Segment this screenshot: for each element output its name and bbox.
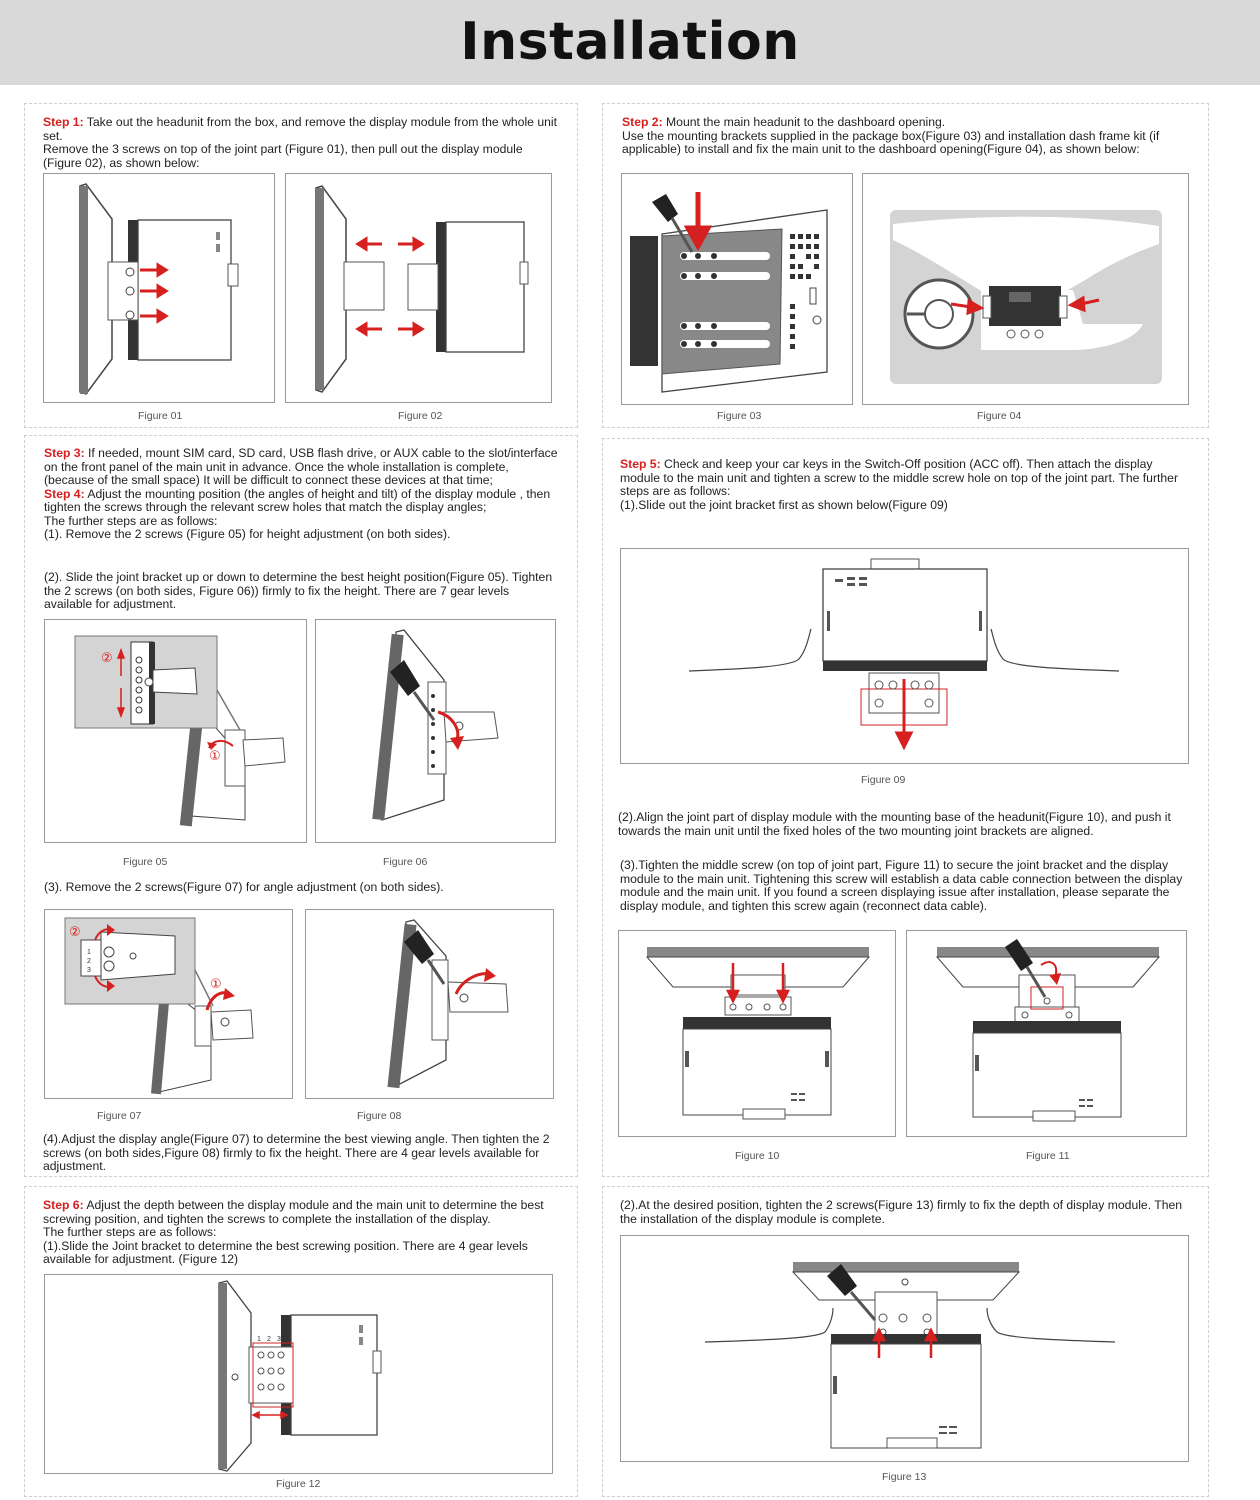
figure-09-caption: Figure 09	[861, 774, 906, 786]
figure-02	[285, 173, 552, 403]
figure-04	[862, 173, 1189, 405]
marker-one-b: ①	[210, 977, 222, 992]
step2-text	[622, 116, 1197, 157]
figure-02-caption: Figure 02	[398, 410, 443, 422]
figure-11	[906, 930, 1187, 1137]
step3-4-text	[44, 447, 559, 542]
step1-text2: Remove the 3 screws on top of the joint part (Figure 01), then pull out the display module (Figure 02), as shown below:	[43, 142, 523, 170]
step2-text1: Mount the main headunit to the dashboard opening.	[662, 115, 946, 129]
figure-09	[620, 548, 1189, 764]
marker-two-b: ②	[69, 925, 81, 940]
figure-01	[43, 173, 275, 403]
step1-label: Step 1:	[43, 115, 84, 129]
step4-text2: The further steps are as follows:	[44, 513, 218, 528]
marker-one: ①	[209, 749, 221, 764]
step5-text3: (2).Align the joint part of display module with the mounting base of the headunit(Figure 10), and push it towards the main unit until the fixed holes of the two mounting joint brackets are aligned.	[618, 810, 1171, 838]
depth-gear-2: 2	[267, 1336, 271, 1343]
step4-text1: Adjust the mounting position (the angles of height and tilt) of the display module , then tighten the screws through the relevant screw holes that match the display angles;	[44, 486, 551, 514]
step3-label: Step 3:	[44, 446, 85, 460]
step6-text	[43, 1199, 563, 1267]
step1-text	[43, 116, 558, 170]
page-header	[0, 0, 1260, 85]
figure-05-caption: Figure 05	[123, 856, 168, 868]
figure-06-caption: Figure 06	[383, 856, 428, 868]
step6-text4: (2).At the desired position, tighten the 2 screws(Figure 13) firmly to fix the depth of display module. Then the installation of the display module is complete.	[620, 1198, 1183, 1226]
depth-gear-1: 1	[257, 1336, 261, 1343]
step3-text: If needed, mount SIM card, SD card, USB flash drive, or AUX cable to the slot/interface on the front panel of the main unit in advance. Once the whole installation is complete, (because of the small space) It will be difficult to connect these devices at that time;	[44, 446, 558, 487]
figure-06	[315, 619, 556, 843]
figure-11-caption: Figure 11	[1026, 1150, 1070, 1162]
figure-10-drawing	[619, 931, 896, 1137]
step4-text5: (3). Remove the 2 screws(Figure 07) for angle adjustment (on both sides).	[44, 880, 444, 894]
figure-08-drawing	[306, 910, 554, 1099]
step6-text2: The further steps are as follows:	[43, 1225, 217, 1239]
step4-text6: (4).Adjust the display angle(Figure 07) to determine the best viewing angle. Then tighten the 2 screws (on both sides,Figure 08) firmly to fix the height. There are 4 gear levels available for adjustment.	[43, 1132, 550, 1173]
figure-01-drawing	[44, 174, 275, 403]
figure-05	[44, 619, 307, 843]
figure-12-drawing	[45, 1275, 553, 1474]
figure-01-caption: Figure 01	[138, 410, 183, 422]
figure-08-caption: Figure 08	[357, 1110, 402, 1122]
figure-04-caption: Figure 04	[977, 410, 1022, 422]
figure-10-caption: Figure 10	[735, 1150, 780, 1162]
step5-text4: (3).Tighten the middle screw (on top of joint part, Figure 11) to secure the joint bracket and the display module to the main unit. Tightening this screw will establish a data cable connection between the display module and the main unit. If you found a screen displaying issue after installation, please separate the display module, and tighten this screw again (reconnect data cable).	[620, 858, 1183, 913]
figure-04-drawing	[863, 174, 1189, 405]
gear-number-2: 2	[87, 958, 91, 965]
step2-label: Step 2:	[622, 115, 663, 129]
step2-text2: Use the mounting brackets supplied in the package box(Figure 03) and installation dash frame kit (if applicable) to install and fix the main unit to the dashboard opening(Figure 04), as shown below:	[622, 128, 1160, 156]
figure-06-drawing	[316, 620, 556, 843]
figure-13-caption: Figure 13	[882, 1471, 927, 1483]
depth-gear-3: 3	[277, 1336, 281, 1343]
figure-02-drawing	[286, 174, 552, 403]
step5-text3-block	[618, 811, 1203, 838]
step5-text	[620, 458, 1195, 512]
figure-11-drawing	[907, 931, 1187, 1137]
figure-03-drawing	[622, 174, 853, 405]
step5-text2: (1).Slide out the joint bracket first as shown below(Figure 09)	[620, 497, 948, 512]
figure-13	[620, 1235, 1189, 1462]
step1-text1: Take out the headunit from the box, and remove the display module from the whole unit set.	[43, 115, 557, 143]
step6-label: Step 6:	[43, 1198, 84, 1212]
figure-07	[44, 909, 293, 1099]
step6-text1: Adjust the depth between the display module and the main unit to determine the best screwing position, and tighten the screws to complete the installation of the display.	[43, 1198, 544, 1226]
page-title: Installation	[460, 12, 800, 72]
step4-label: Step 4:	[44, 486, 85, 501]
figure-03	[621, 173, 853, 405]
step5-text4-block	[620, 859, 1210, 913]
figure-05-drawing	[45, 620, 307, 843]
step4-text3: (1). Remove the 2 screws (Figure 05) for height adjustment (on both sides).	[44, 527, 451, 541]
figure-10	[618, 930, 896, 1137]
step6-text3: (1).Slide the Joint bracket to determine the best screwing position. There are 4 gear levels available for adjustment. (Figure 12)	[43, 1238, 528, 1266]
figure-12-caption: Figure 12	[276, 1478, 321, 1490]
figure-12	[44, 1274, 553, 1474]
figure-08	[305, 909, 554, 1099]
step4-text4-block	[44, 571, 559, 612]
step5-label: Step 5:	[620, 457, 661, 471]
gear-number-1: 1	[87, 949, 91, 956]
figure-13-drawing	[621, 1236, 1189, 1462]
step4-text5-block	[44, 881, 559, 895]
step4-text4: (2). Slide the joint bracket up or down to determine the best height position(Figure 05). Tighten the 2 screws (on both sides, Figure 06)) firmly to fix the height. There are 7 gear levels available for adjustment.	[44, 570, 553, 611]
figure-09-drawing	[621, 549, 1189, 764]
step6-text4-block	[620, 1199, 1195, 1226]
figure-07-caption: Figure 07	[97, 1110, 142, 1122]
step5-text1: Check and keep your car keys in the Switch-Off position (ACC off). Then attach the display module to the main unit and tighten a screw to the middle screw hole on top of the joint part. The further steps are as follows:	[620, 457, 1179, 498]
gear-number-3: 3	[87, 967, 91, 974]
figure-07-drawing	[45, 910, 293, 1099]
step4-text6-block	[43, 1133, 563, 1174]
figure-03-caption: Figure 03	[717, 410, 762, 422]
marker-two: ②	[101, 651, 113, 666]
